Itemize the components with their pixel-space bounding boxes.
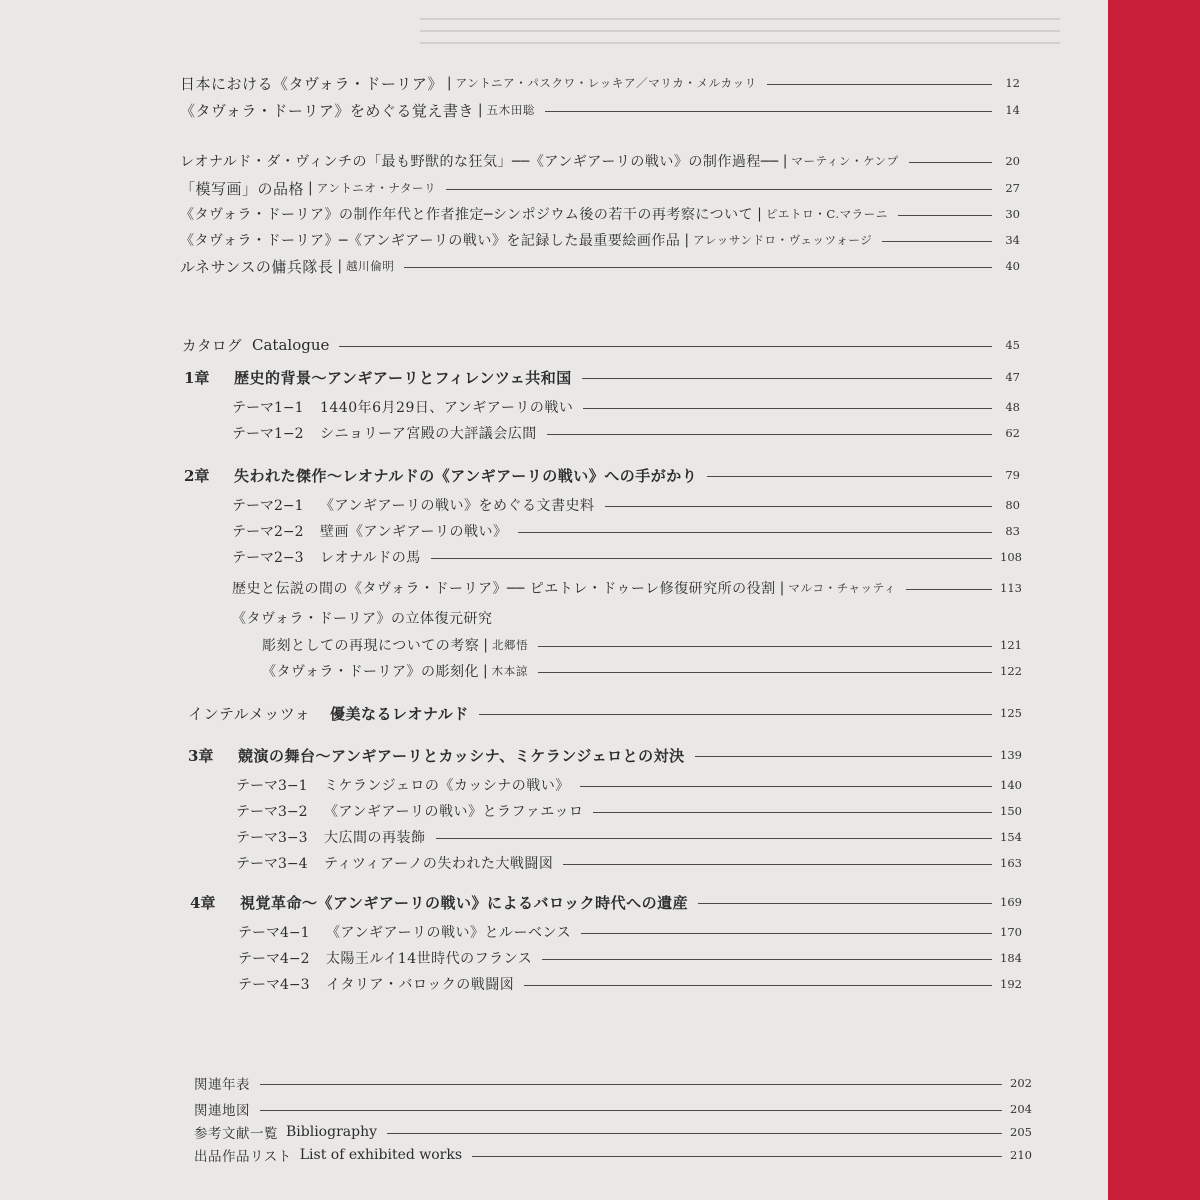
page-number: 150 <box>1000 804 1022 818</box>
page-number: 30 <box>1005 207 1020 221</box>
toc-entry-sub-2[interactable] <box>262 660 1020 682</box>
page-number: 125 <box>1000 706 1022 720</box>
theme-number: テーマ4−3 <box>238 977 310 993</box>
entry-title-en: Bibliography <box>286 1124 377 1140</box>
entry-author: 五木田聡 <box>486 103 536 117</box>
chapter-title: 競演の舞台〜アンギアーリとカッシナ、ミケランジェロとの対決 <box>238 746 685 765</box>
leader-line <box>545 111 992 112</box>
theme-title: 壁画《アンギアーリの戦い》 <box>320 524 508 540</box>
theme-number: テーマ2−3 <box>232 550 304 566</box>
leader-line <box>524 985 992 986</box>
chapter-number: 4章 <box>190 893 216 912</box>
theme-title: 太陽王ルイ14世時代のフランス <box>326 951 533 967</box>
page-number: 40 <box>1005 259 1020 273</box>
toc-theme-3-3[interactable] <box>236 826 1020 848</box>
intermezzo-label: インテルメッツォ <box>188 704 311 723</box>
separator: | <box>446 75 452 91</box>
entry-title: 彫刻としての再現についての考察 <box>262 638 480 654</box>
entry-author: 北郷悟 <box>491 638 529 652</box>
toc-chapter-4[interactable] <box>190 891 1020 913</box>
theme-number: テーマ3−2 <box>236 804 308 820</box>
toc-theme-4-1[interactable] <box>238 921 1020 943</box>
leader-line <box>431 558 992 559</box>
entry-title: 《タヴォラ・ドーリア》の制作年代と作者推定─シンポジウム後の若干の再考察について <box>180 207 754 223</box>
toc-back-chronology[interactable] <box>194 1072 1030 1094</box>
page-number: 12 <box>1005 76 1020 90</box>
entry-title: 日本における《タヴォラ・ドーリア》 <box>180 74 443 93</box>
leader-line <box>404 267 992 268</box>
entry-author: アントニオ・ナターリ <box>316 181 437 195</box>
page-number: 139 <box>1000 748 1022 762</box>
page-number: 47 <box>1005 370 1020 384</box>
theme-title: レオナルドの馬 <box>320 550 421 566</box>
entry-author: マルコ・チャッティ <box>788 581 896 595</box>
leader-line <box>695 756 992 757</box>
entry-author: ピエトロ・C.マラーニ <box>765 207 888 221</box>
entry-title: レオナルド・ダ・ヴィンチの「最も野獣的な狂気」──《アンギアーリの戦い》の制作過程── <box>180 154 779 170</box>
theme-title: イタリア・バロックの戦闘図 <box>326 977 515 993</box>
chapter-title: 視覚革命〜《アンギアーリの戦い》によるバロック時代への遺産 <box>240 893 689 912</box>
toc-entry-essay-5[interactable] <box>180 203 1020 225</box>
page-number: 192 <box>1000 977 1022 991</box>
toc-entry-essay-3[interactable] <box>180 150 1020 172</box>
toc-chapter-3[interactable] <box>188 744 1020 766</box>
leader-line <box>339 346 992 347</box>
entry-title-en: List of exhibited works <box>299 1147 463 1163</box>
entry-author: アレッサンドロ・ヴェッツォージ <box>693 233 873 247</box>
leader-line <box>580 786 992 787</box>
toc-back-bibliography[interactable] <box>194 1121 1030 1143</box>
toc-theme-4-3[interactable] <box>238 973 1020 995</box>
toc-entry-sub-1[interactable] <box>262 634 1020 656</box>
separator: | <box>308 180 313 196</box>
entry-title: 《タヴォラ・ドーリア》─《アンギアーリの戦い》を記録した最重要絵画作品 <box>180 233 681 249</box>
separator: | <box>337 258 343 274</box>
bleed-through-text <box>420 8 1060 64</box>
leader-line <box>472 1156 1002 1157</box>
red-background-edge <box>1108 0 1200 1200</box>
separator: | <box>757 206 762 222</box>
theme-title: 1440年6月29日、アンギアーリの戦い <box>320 400 574 416</box>
toc-entry-essay-4[interactable] <box>180 177 1020 199</box>
separator: | <box>782 153 788 169</box>
leader-line <box>446 189 992 190</box>
leader-line <box>906 589 992 590</box>
page-number: 122 <box>1000 664 1022 678</box>
leader-line <box>518 532 992 533</box>
entry-title: 《タヴォラ・ドーリア》の彫刻化 <box>262 664 479 680</box>
theme-number: テーマ1−1 <box>232 400 304 416</box>
toc-intermezzo[interactable] <box>188 702 1020 724</box>
entry-title: 関連地図 <box>194 1103 250 1119</box>
page-number: 184 <box>1000 951 1022 965</box>
leader-line <box>260 1110 1002 1111</box>
toc-subheading-restoration <box>232 607 1020 629</box>
page-number: 169 <box>1000 895 1022 909</box>
leader-line <box>898 215 992 216</box>
toc-theme-3-4[interactable] <box>236 852 1020 874</box>
theme-title: シニョリーア宮殿の大評議会広間 <box>320 426 537 442</box>
theme-title: 大広間の再装飾 <box>324 830 426 846</box>
theme-number: テーマ1−2 <box>232 426 304 442</box>
entry-title: 関連年表 <box>194 1077 250 1093</box>
chapter-title: 失われた傑作〜レオナルドの《アンギアーリの戦い》への手がかり <box>234 466 698 485</box>
page-number: 113 <box>1000 581 1022 595</box>
theme-number: テーマ2−1 <box>232 498 304 514</box>
entry-title: 歴史と伝説の間の《タヴォラ・ドーリア》── ピエトレ・ドゥーレ修復研究所の役割 <box>232 581 776 597</box>
leader-line <box>547 434 992 435</box>
page-number: 34 <box>1005 233 1020 247</box>
entry-author: 越川倫明 <box>346 259 395 273</box>
leader-line <box>767 84 992 85</box>
page-number: 45 <box>1005 338 1020 352</box>
leader-line <box>479 714 992 715</box>
leader-line <box>583 408 992 409</box>
theme-title: 《アンギアーリの戦い》とラファエッロ <box>324 804 584 820</box>
toc-entry-essay-1[interactable] <box>180 72 1020 94</box>
separator: | <box>482 663 488 679</box>
entry-author: 木本諒 <box>491 664 528 678</box>
entry-author: マーティン・ケンプ <box>791 154 899 168</box>
leader-line <box>581 933 992 934</box>
toc-theme-4-2[interactable] <box>238 947 1020 969</box>
toc-theme-3-1[interactable] <box>236 774 1020 796</box>
toc-entry-essay-2[interactable] <box>180 99 1020 121</box>
toc-chapter-1[interactable] <box>184 366 1020 388</box>
subheading-title: 《タヴォラ・ドーリア》の立体復元研究 <box>232 611 493 627</box>
leader-line <box>538 646 992 647</box>
page-number: 163 <box>1000 856 1022 870</box>
page-number: 205 <box>1010 1125 1032 1139</box>
separator: | <box>477 102 483 118</box>
theme-number: テーマ3−3 <box>236 830 308 846</box>
entry-title: 出品作品リスト <box>194 1149 292 1165</box>
page-number: 210 <box>1010 1148 1032 1162</box>
theme-number: テーマ3−1 <box>236 778 308 794</box>
page-number: 121 <box>1000 638 1022 652</box>
leader-line <box>707 476 992 477</box>
leader-line <box>542 959 992 960</box>
leader-line <box>387 1133 1002 1134</box>
toc-entry-essay-7[interactable] <box>180 255 1020 277</box>
leader-line <box>260 1084 1002 1085</box>
leader-line <box>538 672 992 673</box>
entry-title: 参考文献一覧 <box>194 1126 278 1142</box>
toc-back-exhibited-works[interactable] <box>194 1144 1030 1166</box>
entry-title: カタログ <box>182 338 242 355</box>
separator: | <box>483 637 488 653</box>
page-number: 80 <box>1005 498 1020 512</box>
theme-number: テーマ2−2 <box>232 524 304 540</box>
entry-title: 《タヴォラ・ドーリア》をめぐる覚え書き <box>180 101 474 120</box>
page-number: 83 <box>1005 524 1020 538</box>
toc-entry-ch2-extra[interactable] <box>232 577 1020 599</box>
page-number: 20 <box>1005 154 1020 168</box>
theme-title: 《アンギアーリの戦い》をめぐる文書史料 <box>320 498 595 514</box>
chapter-title: 歴史的背景〜アンギアーリとフィレンツェ共和国 <box>234 368 572 387</box>
leader-line <box>698 903 992 904</box>
separator: | <box>779 580 785 596</box>
separator: | <box>684 232 690 248</box>
leader-line <box>582 378 992 379</box>
theme-title: 《アンギアーリの戦い》とルーベンス <box>326 925 572 941</box>
leader-line <box>909 162 992 163</box>
toc-theme-1-1[interactable] <box>232 396 1020 418</box>
theme-number: テーマ4−1 <box>238 925 310 941</box>
page-number: 108 <box>1000 550 1022 564</box>
page-number: 140 <box>1000 778 1022 792</box>
entry-title: 「模写画」の品格 <box>180 179 305 198</box>
toc-entry-essay-6[interactable] <box>180 229 1020 251</box>
leader-line <box>563 864 992 865</box>
toc-theme-2-3[interactable] <box>232 546 1020 568</box>
toc-back-map[interactable] <box>194 1098 1030 1120</box>
page-number: 79 <box>1005 468 1020 482</box>
page-number: 62 <box>1005 426 1020 440</box>
leader-line <box>436 838 993 839</box>
page-number: 202 <box>1010 1076 1032 1090</box>
page-number: 154 <box>1000 830 1022 844</box>
leader-line <box>882 241 992 242</box>
leader-line <box>593 812 992 813</box>
entry-author: アントニア・パスクワ・レッキア／マリカ・メルカッリ <box>455 76 757 90</box>
chapter-number: 1章 <box>184 368 210 387</box>
page-number: 27 <box>1005 181 1020 195</box>
toc-entry-catalogue[interactable] <box>182 334 1020 356</box>
page-number: 14 <box>1005 103 1020 117</box>
toc-chapter-2[interactable] <box>184 464 1020 486</box>
entry-title: ルネサンスの傭兵隊長 <box>180 257 334 276</box>
leader-line <box>605 506 992 507</box>
page-number: 204 <box>1010 1102 1032 1116</box>
theme-title: ミケランジェロの《カッシナの戦い》 <box>324 778 570 794</box>
intermezzo-title: 優美なるレオナルド <box>330 704 469 723</box>
page-number: 48 <box>1005 400 1020 414</box>
theme-number: テーマ4−2 <box>238 951 310 967</box>
chapter-number: 2章 <box>184 466 210 485</box>
toc-theme-2-2[interactable] <box>232 520 1020 542</box>
toc-theme-3-2[interactable] <box>236 800 1020 822</box>
theme-title: ティツィアーノの失われた大戦闘図 <box>324 856 554 872</box>
toc-theme-2-1[interactable] <box>232 494 1020 516</box>
toc-theme-1-2[interactable] <box>232 422 1020 444</box>
entry-title-en: Catalogue <box>252 336 330 354</box>
theme-number: テーマ3−4 <box>236 856 308 872</box>
page-number: 170 <box>1000 925 1022 939</box>
chapter-number: 3章 <box>188 746 214 765</box>
